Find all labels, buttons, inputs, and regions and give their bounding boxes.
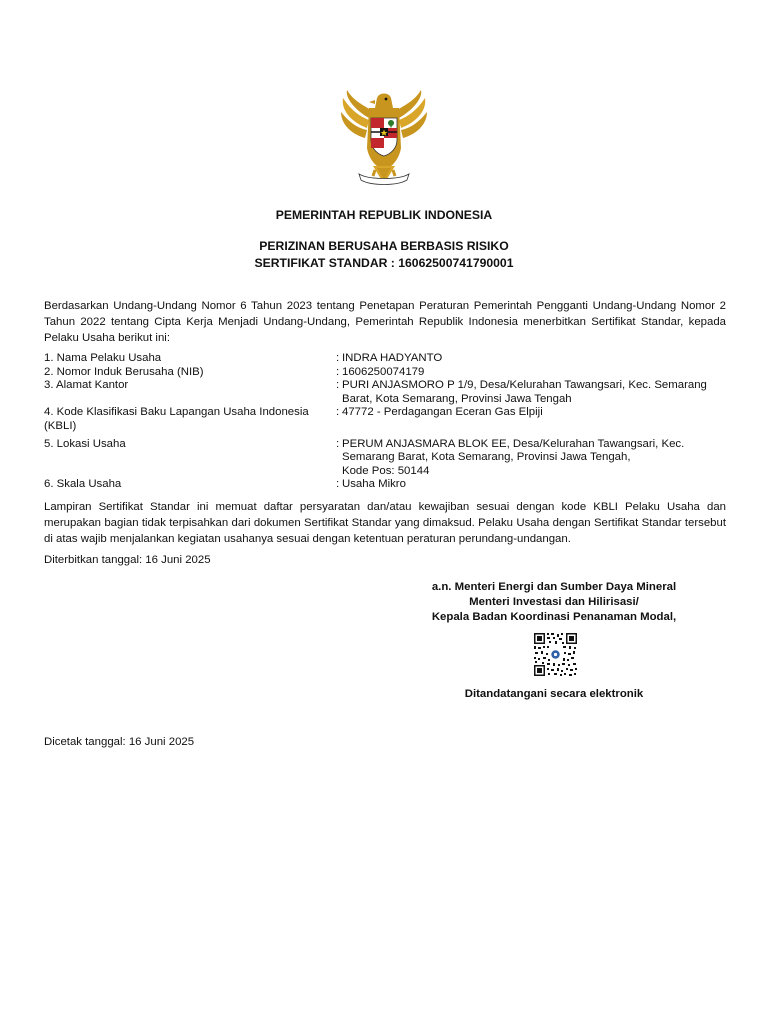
business-details — [44, 352, 728, 492]
detail-row-business-location — [44, 438, 728, 479]
detail-value-wrap — [336, 438, 728, 479]
signatory-line-2: Menteri Investasi dan Hilirisasi/ — [469, 596, 639, 608]
detail-value: PURI ANJASMORO P 1/9, Desa/Kelurahan Tawangsari, Kec. Semarang Barat, Kota Semarang, Provinsi Jawa Tengah — [342, 379, 707, 405]
electronic-signature-note: Ditandatangani secara elektronik — [464, 688, 644, 700]
detail-label: 6. Skala Usaha — [44, 478, 122, 491]
detail-colon: : — [336, 478, 340, 491]
detail-value: 47772 - Perdagangan Eceran Gas Elpiji — [342, 406, 543, 419]
detail-value: 1606250074179 — [342, 365, 425, 378]
certificate-number: SERTIFIKAT STANDAR : 16062500741790001 — [254, 256, 514, 270]
qr-code-icon — [533, 632, 578, 677]
intro-paragraph: Berdasarkan Undang-Undang Nomor 6 Tahun 2023 tentang Penetapan Peraturan Pemerintah Pengganti Undang-Undang Nomor 2 Tahun 2022 tentang Cipta Kerja Menjadi Undang-Undang, Pemerintah Republik Indonesia menerbitkan Sertifikat Standar, kepada Pelaku Usaha berikut ini: — [44, 300, 726, 344]
detail-colon: : — [336, 437, 340, 450]
garuda-emblem-icon — [333, 88, 435, 192]
government-heading: PEMERINTAH REPUBLIK INDONESIA — [275, 208, 493, 222]
detail-value-wrap — [336, 379, 728, 406]
detail-colon: : — [336, 406, 340, 419]
detail-colon: : — [336, 379, 340, 392]
detail-label: 1. Nama Pelaku Usaha — [44, 352, 162, 364]
detail-value-wrap — [336, 478, 728, 492]
detail-value-wrap — [336, 352, 728, 366]
detail-label: 3. Alamat Kantor — [44, 379, 129, 392]
detail-row-business-name — [44, 352, 728, 366]
detail-value: PERUM ANJASMARA BLOK EE, Desa/Kelurahan Tawangsari, Kec. Semarang Barat, Kota Semarang, Provinsi Jawa Tengah, Kode Pos: 50144 — [342, 437, 685, 477]
detail-colon: : — [336, 352, 340, 364]
detail-row-office-address — [44, 379, 728, 406]
detail-colon: : — [336, 365, 340, 378]
qr-code — [533, 632, 578, 677]
detail-row-nib — [44, 366, 728, 380]
signatory-line-1: a.n. Menteri Energi dan Sumber Daya Mineral — [431, 581, 677, 593]
document-title: PERIZINAN BERUSAHA BERBASIS RISIKO — [259, 239, 509, 253]
detail-row-business-scale — [44, 478, 728, 492]
printed-date: Dicetak tanggal: 16 Juni 2025 — [44, 736, 195, 748]
detail-value: Usaha Mikro — [342, 478, 406, 491]
detail-label: 5. Lokasi Usaha — [44, 437, 126, 450]
detail-value-wrap — [336, 366, 728, 380]
closing-paragraph: Lampiran Sertifikat Standar ini memuat daftar persyaratan dan/atau kewajiban sesuai dengan kode KBLI Pelaku Usaha dan merupakan bagian tidak terpisahkan dari dokumen Sertifikat Standar yang dimaksud. Pelaku Usaha dengan Sertifikat Standar tersebut di atas wajib menjalankan kegiatan usahanya sesuai dengan ketentuan peraturan perundang-undangan. — [44, 501, 726, 545]
detail-row-kbli — [44, 406, 728, 433]
signatory-line-3: Kepala Badan Koordinasi Penanaman Modal, — [431, 611, 677, 623]
issued-date: Diterbitkan tanggal: 16 Juni 2025 — [44, 554, 211, 566]
detail-value-wrap — [336, 406, 728, 433]
signatory-block — [404, 580, 704, 625]
detail-label: 4. Kode Klasifikasi Baku Lapangan Usaha Indonesia (KBLI) — [44, 406, 309, 432]
detail-label: 2. Nomor Induk Berusaha (NIB) — [44, 365, 204, 378]
garuda-emblem — [333, 88, 435, 192]
detail-value: INDRA HADYANTO — [342, 352, 443, 364]
